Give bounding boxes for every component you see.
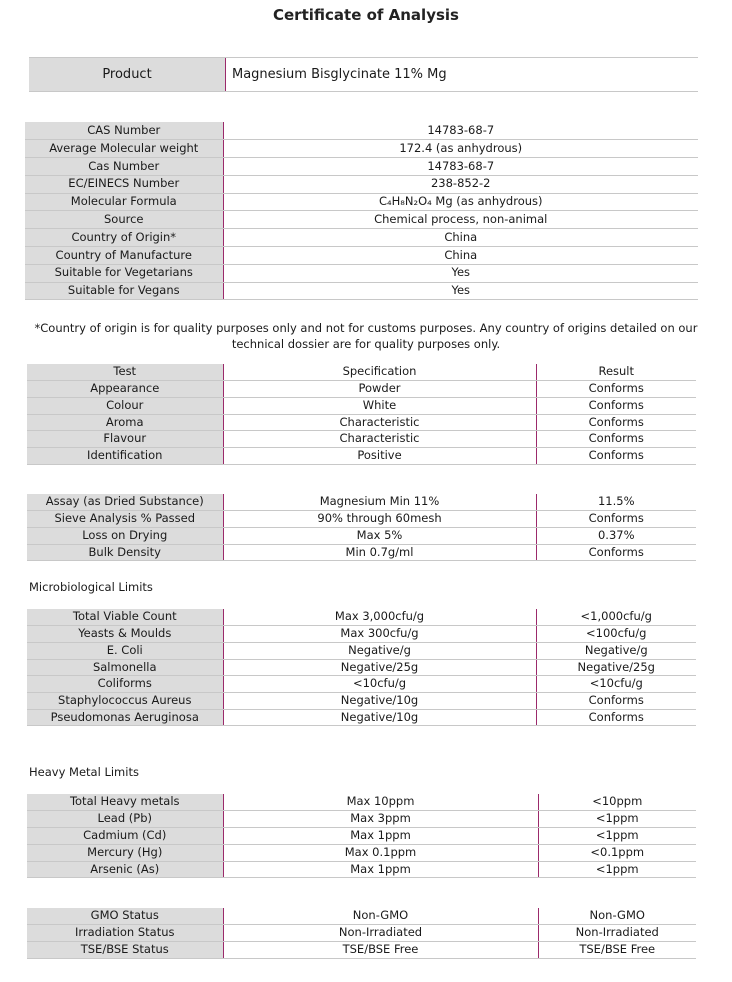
tests-cell: Aroma (27, 414, 223, 431)
tests-row (27, 431, 696, 448)
micro-cell: Staphylococcus Aureus (27, 692, 223, 709)
status-table (27, 908, 696, 959)
assay-row (27, 494, 696, 511)
identity-cell: Chemical process, non-animal (223, 211, 698, 229)
tests-cell: Conforms (536, 431, 696, 448)
identity-row (25, 140, 698, 158)
status-cell: TSE/BSE Status (27, 941, 223, 958)
assay-cell: Conforms (536, 511, 696, 528)
metals-cell: Max 1ppm (223, 861, 538, 878)
identity-cell: China (223, 229, 698, 247)
identity-cell: China (223, 247, 698, 265)
tests-cell: Specification (223, 364, 536, 381)
identity-row (25, 282, 698, 300)
identity-cell: Molecular Formula (25, 193, 223, 211)
identity-row (25, 122, 698, 140)
identity-cell: EC/EINECS Number (25, 175, 223, 193)
identity-cell: Yes (223, 264, 698, 282)
tests-cell: Test (27, 364, 223, 381)
identity-cell: 238-852-2 (223, 175, 698, 193)
metals-heading: Heavy Metal Limits (29, 765, 139, 779)
status-cell: GMO Status (27, 908, 223, 925)
micro-row (27, 659, 696, 676)
metals-table (27, 794, 696, 878)
micro-cell: Conforms (536, 692, 696, 709)
identity-cell: Yes (223, 282, 698, 300)
micro-cell: E. Coli (27, 642, 223, 659)
metals-row (27, 861, 696, 878)
micro-cell: Max 3,000cfu/g (223, 609, 536, 626)
micro-cell: Negative/25g (223, 659, 536, 676)
metals-cell: Max 0.1ppm (223, 844, 538, 861)
micro-row (27, 709, 696, 726)
identity-cell: Country of Manufacture (25, 247, 223, 265)
assay-row (27, 511, 696, 528)
identity-cell: Country of Origin* (25, 229, 223, 247)
tests-cell: Identification (27, 447, 223, 464)
identity-cell: 172.4 (as anhydrous) (223, 140, 698, 158)
tests-cell: Conforms (536, 397, 696, 414)
micro-cell: Yeasts & Moulds (27, 626, 223, 643)
identity-row (25, 247, 698, 265)
micro-cell: Total Viable Count (27, 609, 223, 626)
micro-row (27, 676, 696, 693)
tests-cell: Result (536, 364, 696, 381)
assay-cell: Min 0.7g/ml (223, 544, 536, 561)
product-label: Product (29, 58, 226, 91)
identity-row (25, 264, 698, 282)
tests-cell: Characteristic (223, 431, 536, 448)
identity-cell: Average Molecular weight (25, 140, 223, 158)
micro-heading: Microbiological Limits (29, 580, 153, 594)
micro-cell: <10cfu/g (536, 676, 696, 693)
micro-cell: Salmonella (27, 659, 223, 676)
identity-cell: Suitable for Vegans (25, 282, 223, 300)
tests-cell: Characteristic (223, 414, 536, 431)
identity-cell: C₄H₈N₂O₄ Mg (as anhydrous) (223, 193, 698, 211)
metals-cell: Max 1ppm (223, 828, 538, 845)
status-cell: Non-Irradiated (223, 925, 538, 942)
micro-row (27, 626, 696, 643)
status-cell: Irradiation Status (27, 925, 223, 942)
identity-row (25, 175, 698, 193)
micro-cell: Conforms (536, 709, 696, 726)
metals-cell: <10ppm (538, 794, 696, 811)
metals-cell: Max 3ppm (223, 811, 538, 828)
product-value: Magnesium Bisglycinate 11% Mg (232, 67, 447, 82)
tests-cell: White (223, 397, 536, 414)
metals-cell: Lead (Pb) (27, 811, 223, 828)
identity-cell: 14783-68-7 (223, 158, 698, 176)
tests-row (27, 364, 696, 381)
metals-cell: <1ppm (538, 828, 696, 845)
identity-cell: CAS Number (25, 122, 223, 140)
micro-cell: <1,000cfu/g (536, 609, 696, 626)
identity-cell: Suitable for Vegetarians (25, 264, 223, 282)
metals-cell: <1ppm (538, 811, 696, 828)
status-cell: Non-Irradiated (538, 925, 696, 942)
assay-cell: Magnesium Min 11% (223, 494, 536, 511)
micro-row (27, 642, 696, 659)
metals-cell: Max 10ppm (223, 794, 538, 811)
tests-row (27, 447, 696, 464)
tests-cell: Conforms (536, 381, 696, 398)
micro-cell: <100cfu/g (536, 626, 696, 643)
metals-cell: Mercury (Hg) (27, 844, 223, 861)
assay-cell: Sieve Analysis % Passed (27, 511, 223, 528)
tests-cell: Powder (223, 381, 536, 398)
micro-cell: <10cfu/g (223, 676, 536, 693)
origin-note: *Country of origin is for quality purposes only and not for customs purposes. Any country of origins detailed on our technical dossier are for quality purposes only. (34, 321, 698, 351)
identity-table (25, 122, 698, 300)
tests-cell: Colour (27, 397, 223, 414)
status-cell: TSE/BSE Free (223, 941, 538, 958)
identity-row (25, 229, 698, 247)
assay-row (27, 527, 696, 544)
status-row (27, 941, 696, 958)
metals-cell: Arsenic (As) (27, 861, 223, 878)
assay-cell: 90% through 60mesh (223, 511, 536, 528)
identity-row (25, 158, 698, 176)
metals-row (27, 811, 696, 828)
micro-cell: Max 300cfu/g (223, 626, 536, 643)
tests-table (27, 364, 696, 465)
identity-row (25, 211, 698, 229)
micro-table (27, 609, 696, 726)
micro-cell: Pseudomonas Aeruginosa (27, 709, 223, 726)
micro-cell: Coliforms (27, 676, 223, 693)
assay-cell: Bulk Density (27, 544, 223, 561)
micro-cell: Negative/g (223, 642, 536, 659)
metals-cell: Cadmium (Cd) (27, 828, 223, 845)
assay-table (27, 494, 696, 561)
metals-cell: Total Heavy metals (27, 794, 223, 811)
assay-cell: 11.5% (536, 494, 696, 511)
micro-row (27, 692, 696, 709)
metals-row (27, 844, 696, 861)
micro-cell: Negative/10g (223, 692, 536, 709)
tests-row (27, 397, 696, 414)
micro-row (27, 609, 696, 626)
tests-row (27, 381, 696, 398)
assay-cell: Max 5% (223, 527, 536, 544)
micro-cell: Negative/25g (536, 659, 696, 676)
identity-cell: Cas Number (25, 158, 223, 176)
assay-row (27, 544, 696, 561)
status-cell: Non-GMO (223, 908, 538, 925)
tests-row (27, 414, 696, 431)
tests-cell: Positive (223, 447, 536, 464)
tests-cell: Conforms (536, 447, 696, 464)
status-cell: TSE/BSE Free (538, 941, 696, 958)
tests-cell: Appearance (27, 381, 223, 398)
metals-row (27, 794, 696, 811)
status-row (27, 908, 696, 925)
micro-cell: Negative/g (536, 642, 696, 659)
assay-cell: Loss on Drying (27, 527, 223, 544)
identity-row (25, 193, 698, 211)
assay-cell: Assay (as Dried Substance) (27, 494, 223, 511)
tests-cell: Flavour (27, 431, 223, 448)
identity-cell: Source (25, 211, 223, 229)
status-cell: Non-GMO (538, 908, 696, 925)
metals-cell: <1ppm (538, 861, 696, 878)
metals-row (27, 828, 696, 845)
tests-cell: Conforms (536, 414, 696, 431)
identity-cell: 14783-68-7 (223, 122, 698, 140)
micro-cell: Negative/10g (223, 709, 536, 726)
status-row (27, 925, 696, 942)
page-title: Certificate of Analysis (273, 6, 459, 24)
product-row (29, 57, 698, 92)
assay-cell: 0.37% (536, 527, 696, 544)
assay-cell: Conforms (536, 544, 696, 561)
metals-cell: <0.1ppm (538, 844, 696, 861)
